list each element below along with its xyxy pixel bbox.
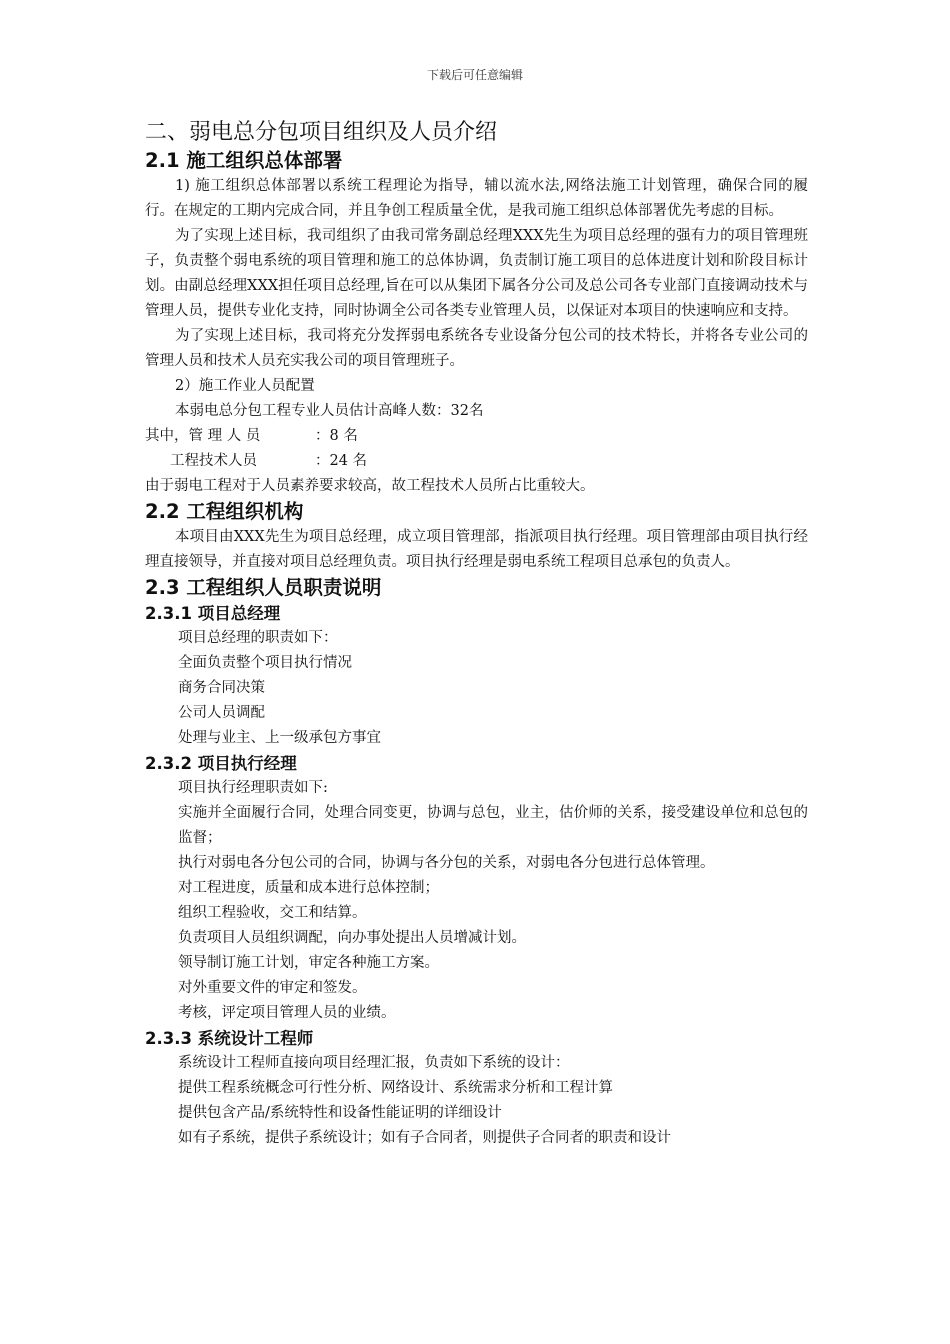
list-item: 实施并全面履行合同，处理合同变更，协调与总包，业主，估价师的关系，接受建设单位和总包的监督； <box>178 805 808 846</box>
staff-label: 其中，管 理 人 员 <box>145 428 261 444</box>
staff-label: 工程技术人员 <box>170 453 257 469</box>
section-2-3-2-heading: 2.3.2 项目执行经理 <box>145 754 297 773</box>
list-item: 考核，评定项目管理人员的业绩。 <box>178 1005 396 1021</box>
list-item: 项目总经理的职责如下： <box>178 630 338 646</box>
paragraph: 由于弱电工程对于人员素养要求较高，故工程技术人员所占比重较大。 <box>145 478 595 494</box>
paragraph: 1) 施工组织总体部署以系统工程理论为指导，辅以流水法,网络法施工计划管理，确保合同的履行。在规定的工期内完成合同，并且争创工程质量全优，是我司施工组织总体部署优先考虑的目标。 <box>145 178 808 219</box>
page-header: 下载后可任意编辑 <box>426 68 523 82</box>
section-2-3-heading: 2.3 工程组织人员职责说明 <box>145 576 382 599</box>
list-item: 提供工程系统概念可行性分析、网络设计、系统需求分析和工程计算 <box>178 1080 613 1096</box>
list-item: 组织工程验收，交工和结算。 <box>178 905 367 921</box>
staff-row-technical <box>145 449 808 474</box>
staff-value: ：8 名 <box>315 428 358 444</box>
list-item: 公司人员调配 <box>178 705 265 721</box>
section-2-3-3-heading: 2.3.3 系统设计工程师 <box>145 1029 314 1048</box>
list-item: 对工程进度，质量和成本进行总体控制； <box>178 880 439 896</box>
list-item: 领导制订施工计划，审定各种施工方案。 <box>178 955 439 971</box>
paragraph: 本项目由XXX先生为项目总经理，成立项目管理部，指派项目执行经理。项目管理部由项目执行经理直接领导，并直接对项目总经理负责。项目执行经理是弱电系统工程项目总承包的负责人。 <box>145 529 808 570</box>
paragraph: 为了实现上述目标，我司组织了由我司常务副总经理XXX先生为项目总经理的强有力的项目管理班子，负责整个弱电系统的项目管理和施工的总体协调，负责制订施工项目的总体进度计划和阶段目标计划。由副总经理XXX担任项目总经理,旨在可以从集团下属各分公司及总公司各专业部门直接调动技术与管理人员，提供专业化支持，同时协调全公司各类专业管理人员，以保证对本项目的快速响应和支持。 <box>145 228 808 319</box>
section-2-1-heading: 2.1 施工组织总体部署 <box>145 149 343 172</box>
section-2-2-heading: 2.2 工程组织机构 <box>145 500 304 523</box>
list-item: 商务合同决策 <box>178 680 265 696</box>
section-2-3-1-heading: 2.3.1 项目总经理 <box>145 604 281 623</box>
list-item: 处理与业主、上一级承包方事宜 <box>178 730 381 746</box>
paragraph: 本弱电总分包工程专业人员估计高峰人数：32名 <box>175 403 484 419</box>
list-item: 如有子系统，提供子系统设计；如有子合同者，则提供子合同者的职责和设计 <box>178 1130 671 1146</box>
list-item: 执行对弱电各分包公司的合同，协调与各分包的关系，对弱电各分包进行总体管理。 <box>178 855 715 871</box>
list-item: 提供包含产品/系统特性和设备性能证明的详细设计 <box>178 1105 502 1121</box>
list-item: 系统设计工程师直接向项目经理汇报，负责如下系统的设计： <box>178 1055 570 1071</box>
list-item: 项目执行经理职责如下: <box>178 780 328 796</box>
paragraph: 2）施工作业人员配置 <box>175 378 315 394</box>
list-item: 对外重要文件的审定和签发。 <box>178 980 367 996</box>
staff-value: ：24 名 <box>315 453 368 469</box>
list-item: 负责项目人员组织调配，向办事处提出人员增减计划。 <box>178 930 526 946</box>
paragraph: 为了实现上述目标，我司将充分发挥弱电系统各专业设备分包公司的技术特长，并将各专业公司的管理人员和技术人员充实我公司的项目管理班子。 <box>145 328 808 369</box>
staff-row-management <box>145 424 808 449</box>
document-body <box>145 118 808 1151</box>
chapter-title: 二、弱电总分包项目组织及人员介绍 <box>145 120 498 145</box>
list-item: 全面负责整个项目执行情况 <box>178 655 352 671</box>
